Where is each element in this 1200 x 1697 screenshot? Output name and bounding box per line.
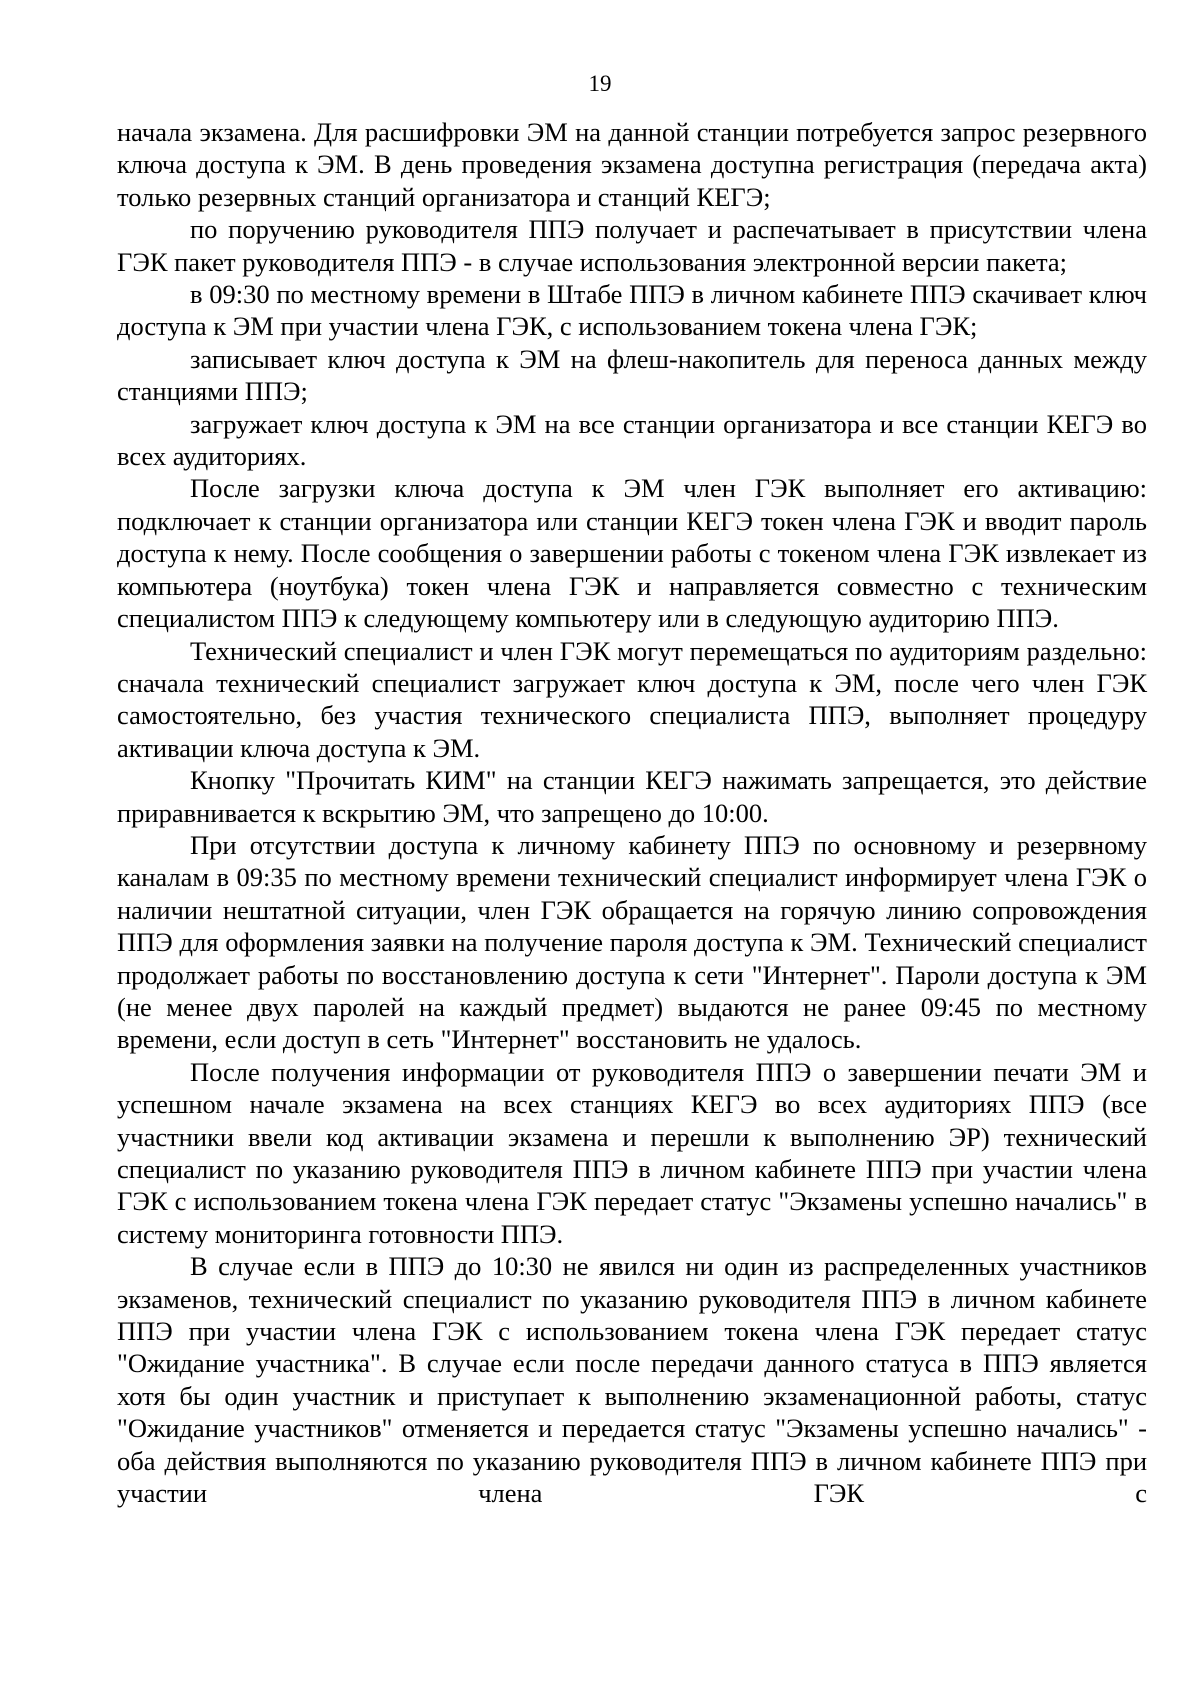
paragraph-9: При отсутствии доступа к личному кабинету ППЭ по основному и резервному каналам в 09:35 по местному времени технический специалист информирует члена ГЭК о наличии нештатной ситуации, член ГЭК обращается на горячую линию сопровождения ППЭ для оформления заявки на получение пароля доступа к ЭМ. Технический специалист продолжает работы по восстановлению доступа к сети "Интернет". Пароли доступа к ЭМ (не менее двух паролей на каждый предмет) выдаются не ранее 09:45 по местному времени, если доступ в сеть "Интернет" восстановить не удалось.: [117, 829, 1147, 1055]
document-body: [117, 116, 1147, 1509]
paragraph-10: После получения информации от руководителя ППЭ о завершении печати ЭМ и успешном начале экзамена на всех станциях КЕГЭ во всех аудиториях ППЭ (все участники ввели код активации экзамена и перешли к выполнению ЭР) технический специалист по указанию руководителя ППЭ в личном кабинете ППЭ при участии члена ГЭК с использованием токена члена ГЭК передает статус "Экзамены успешно начались" в систему мониторинга готовности ППЭ.: [117, 1056, 1147, 1249]
paragraph-11: В случае если в ППЭ до 10:30 не явился ни один из распределенных участников экзаменов, технический специалист по указанию руководителя ППЭ в личном кабинете ППЭ при участии члена ГЭК с использованием токена члена ГЭК передает статус "Ожидание участника". В случае если после передачи данного статуса в ППЭ является хотя бы один участник и приступает к выполнению экзаменационной работы, статус "Ожидание участников" отменяется и передается статус "Экзамены успешно начались" - оба действия выполняются по указанию руководителя ППЭ в личном кабинете ППЭ при участии члена ГЭК с: [117, 1251, 1147, 1509]
paragraph-2: по поручению руководителя ППЭ получает и распечатывает в присутствии члена ГЭК пакет руководителя ППЭ - в случае использования электронной версии пакета;: [117, 214, 1147, 277]
paragraph-7: Технический специалист и член ГЭК могут перемещаться по аудиториям раздельно: сначала технический специалист загружает ключ доступа к ЭМ, после чего член ГЭК самостоятельно, без участия технического специалиста ППЭ, выполняет процедуру активации ключа доступа к ЭМ.: [117, 635, 1147, 763]
page-number: 19: [588, 71, 612, 96]
paragraph-3: в 09:30 по местному времени в Штабе ППЭ в личном кабинете ППЭ скачивает ключ доступа к ЭМ при участии члена ГЭК, с использованием токена члена ГЭК;: [117, 279, 1147, 342]
paragraph-1: начала экзамена. Для расшифровки ЭМ на данной станции потребуется запрос резервного ключа доступа к ЭМ. В день проведения экзамена доступна регистрация (передача акта) только резервных станций организатора и станций КЕГЭ;: [117, 117, 1147, 212]
paragraph-5: загружает ключ доступа к ЭМ на все станции организатора и все станции КЕГЭ во всех аудиториях.: [117, 408, 1147, 472]
paragraph-6: После загрузки ключа доступа к ЭМ член ГЭК выполняет его активацию: подключает к станции организатора или станции КЕГЭ токен члена ГЭК и вводит пароль доступа к нему. После сообщения о завершении работы с токеном члена ГЭК извлекает из компьютера (ноутбука) токен члена ГЭК и направляется совместно с техническим специалистом ППЭ к следующему компьютеру или в следующую аудиторию ППЭ.: [117, 473, 1147, 634]
paragraph-4: записывает ключ доступа к ЭМ на флеш-накопитель для переноса данных между станциями ППЭ;: [117, 343, 1147, 407]
paragraph-8: Кнопку "Прочитать КИМ" на станции КЕГЭ нажимать запрещается, это действие приравнивается к вскрытию ЭМ, что запрещено до 10:00.: [117, 765, 1147, 828]
